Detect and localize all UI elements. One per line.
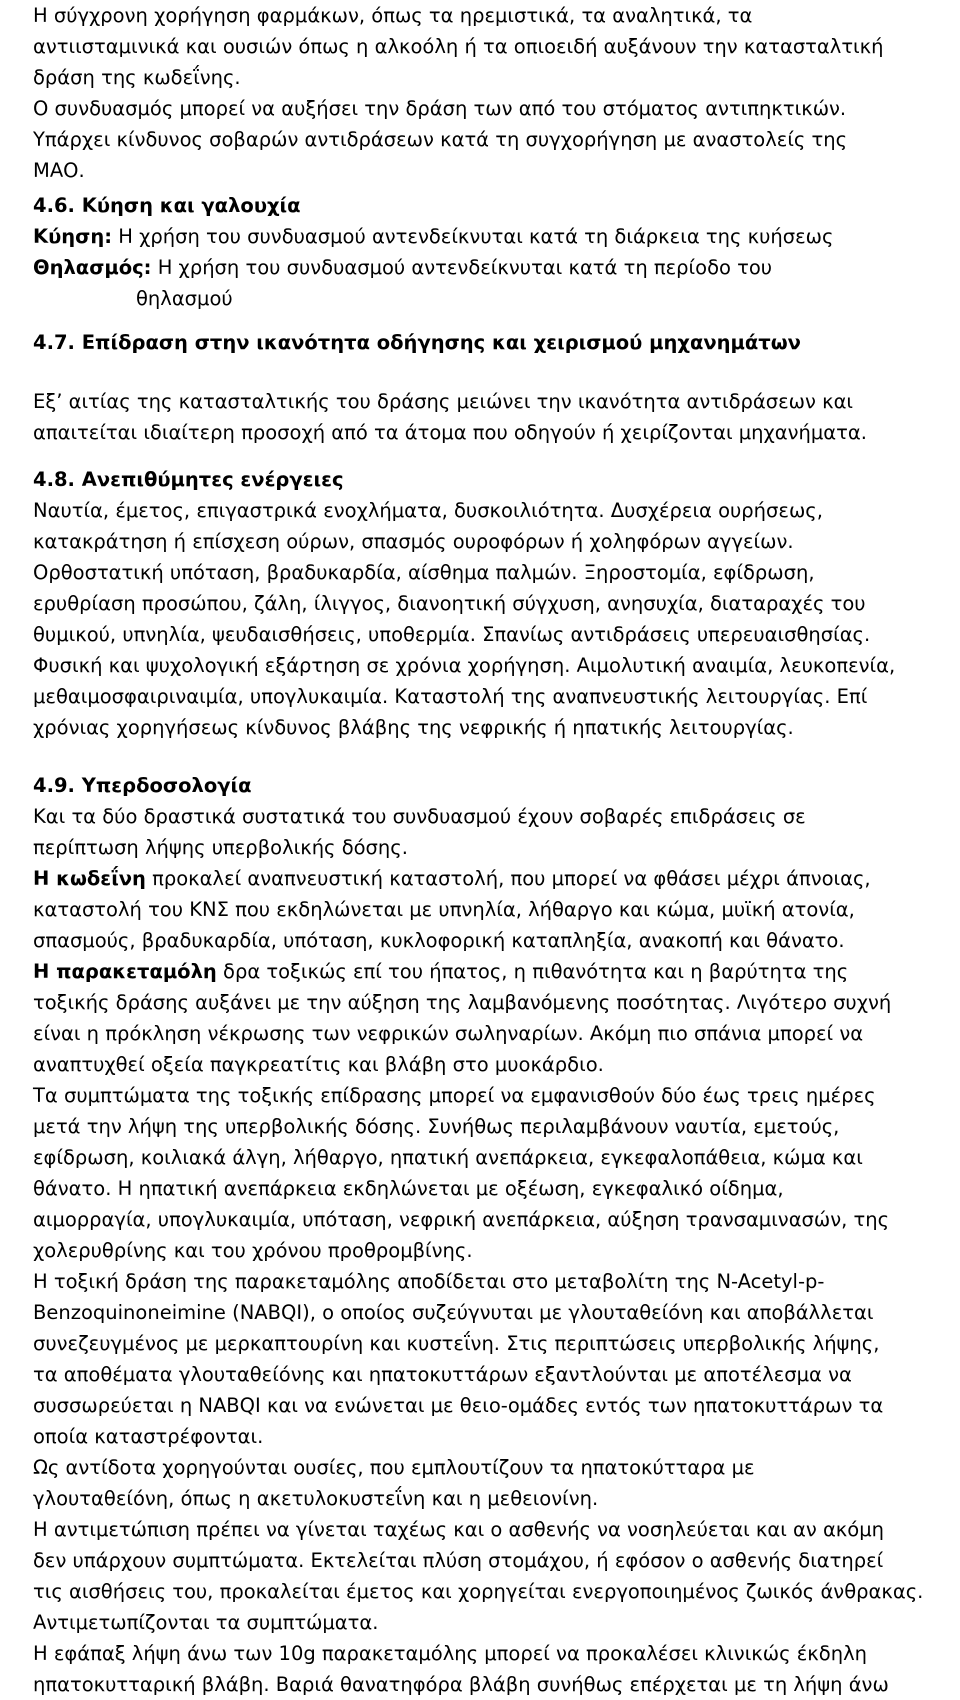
text-line: Φυσική και ψυχολογική εξάρτηση σε χρόνια χορήγηση. Αιμολυτική αναιμία, λευκοπενία,	[33, 654, 896, 677]
codeine-line	[33, 863, 948, 894]
text-line: Εξ’ αιτίας της κατασταλτικής του δράσης μειώνει την ικανότητα αντιδράσεων και	[33, 390, 854, 413]
text-line: αναπτυχθεί οξεία παγκρεατίτις και βλάβη στο μυοκάρδιο.	[33, 1053, 604, 1076]
text-line: γλουταθείόνη, όπως η ακετυλοκυστεΐνη και η μεθειονίνη.	[33, 1487, 599, 1510]
text-line: αντιισταμινικά και ουσιών όπως η αλκοόλη ή τα οπιοειδή αυξάνουν την κατασταλτική	[33, 35, 884, 58]
pregnancy-line	[33, 221, 948, 252]
lactation-text: Η χρήση του συνδυασμού αντενδείκνυται κατά τη περίοδο του	[151, 256, 773, 279]
text-line: εφίδρωση, κοιλιακά άλγη, λήθαργο, ηπατική ανεπάρκεια, εγκεφαλοπάθεια, κώμα και	[33, 1146, 863, 1169]
pregnancy-label: Κύηση:	[33, 225, 113, 248]
text-line: Και τα δύο δραστικά συστατικά του συνδυασμού έχουν σοβαρές επιδράσεις σε	[33, 805, 806, 828]
text-line: τα αποθέματα γλουταθείόνης και ηπατοκυττάρων εξαντλούνται με αποτέλεσμα να	[33, 1363, 852, 1386]
text-line: σπασμούς, βραδυκαρδία, υπόταση, κυκλοφορική καταπληξία, ανακοπή και θάνατο.	[33, 929, 845, 952]
text-line: Η εφάπαξ λήψη άνω των 10g παρακεταμόλης μπορεί να προκαλέσει κλινικώς έκδηλη	[33, 1642, 867, 1665]
codeine-text: προκαλεί αναπνευστική καταστολή, που μπορεί να φθάσει μέχρι άπνοιας,	[145, 867, 871, 890]
text-line: Ο συνδυασμός μπορεί να αυξήσει την δράση των από του στόματος αντιπηκτικών.	[33, 97, 847, 120]
text-line: Τα συμπτώματα της τοξικής επίδρασης μπορεί να εμφανισθούν δύο έως τρεις ημέρες	[33, 1084, 876, 1107]
text-line: οποία καταστρέφονται.	[33, 1425, 264, 1448]
lactation-label: Θηλασμός:	[33, 256, 152, 279]
text-line: ηπατοκυτταρική βλάβη. Βαριά θανατηφόρα βλάβη συνήθως επέρχεται με τη λήψη άνω	[33, 1673, 889, 1696]
text-line: ΜΑΟ.	[33, 159, 85, 182]
text-line: απαιτείται ιδιαίτερη προσοχή από τα άτομα που οδηγούν ή χειρίζονται μηχανήματα.	[33, 421, 867, 444]
text-line: θυμικού, υπνηλία, ψευδαισθήσεις, υποθερμία. Σπανίως αντιδράσεις υπερευαισθησίας.	[33, 623, 871, 646]
text-line: θάνατο. Η ηπατική ανεπάρκεια εκδηλώνεται με οξέωση, εγκεφαλικό οίδημα,	[33, 1177, 784, 1200]
text-line: μεθαιμοσφαιριναιμία, υπογλυκαιμία. Καταστολή της αναπνευστικής λειτουργίας. Επί	[33, 685, 868, 708]
text-line: χολερυθρίνης και του χρόνου προθρομβίνης.	[33, 1239, 473, 1262]
text-line: Η τοξική δράση της παρακεταμόλης αποδίδεται στο μεταβολίτη της N-Acetyl-p-	[33, 1270, 825, 1293]
text-line: είναι η πρόκληση νέκρωσης των νεφρικών σωληναρίων. Ακόμη πιο σπάνια μπορεί να	[33, 1022, 864, 1045]
text-line: Η σύγχρονη χορήγηση φαρμάκων, όπως τα ηρεμιστικά, τα αναλητικά, τα	[33, 4, 753, 27]
text-line: τοξικής δράσης αυξάνει με την αύξηση της λαμβανόμενης ποσότητας. Λιγότερο συχνή	[33, 991, 892, 1014]
text-line: περίπτωση λήψης υπερβολικής δόσης.	[33, 836, 408, 859]
text-line: καταστολή του ΚΝΣ που εκδηλώνεται με υπνηλία, λήθαργο και κώμα, μυϊκή ατονία,	[33, 898, 855, 921]
text-line: Ως αντίδοτα χορηγούνται ουσίες, που εμπλουτίζουν τα ηπατοκύτταρα με	[33, 1456, 755, 1479]
paracetamol-label: Η παρακεταμόλη	[33, 960, 217, 983]
text-line: ερυθρίαση προσώπου, ζάλη, ίλιγγος, διανοητική σύγχυση, ανησυχία, διαταραχές του	[33, 592, 866, 615]
lactation-continuation: θηλασμού	[136, 287, 233, 310]
text-line: Ορθοστατική υπόταση, βραδυκαρδία, αίσθημα παλμών. Ξηροστομία, εφίδρωση,	[33, 561, 815, 584]
text-line: Benzoquinoneimine (NABQI), ο οποίος συζεύγνυται με γλουταθείόνη και αποβάλλεται	[33, 1301, 874, 1324]
text-line: συνεζευγμένος με μερκαπτουρίνη και κυστεΐνη. Στις περιπτώσεις υπερβολικής λήψης,	[33, 1332, 880, 1355]
section-4-9	[33, 770, 948, 1700]
text-line: δεν υπάρχουν συμπτώματα. Εκτελείται πλύση στομάχου, ή εφόσον ο ασθενής διατηρεί	[33, 1549, 884, 1572]
paracetamol-text: δρα τοξικώς επί του ήπατος, η πιθανότητα και η βαρύτητα της	[216, 960, 849, 983]
codeine-label: Η κωδεΐνη	[33, 867, 146, 890]
section-heading: 4.9. Υπερδοσολογία	[33, 774, 252, 797]
lactation-line	[33, 252, 948, 283]
text-line: μετά την λήψη της υπερβολικής δόσης. Συνήθως περιλαμβάνουν ναυτία, εμετούς,	[33, 1115, 840, 1138]
section-heading: 4.6. Κύηση και γαλουχία	[33, 194, 301, 217]
text-line: δράση της κωδεΐνης.	[33, 66, 241, 89]
text-line: αιμορραγία, υπογλυκαιμία, υπόταση, νεφρική ανεπάρκεια, αύξηση τρανσαμινασών, της	[33, 1208, 890, 1231]
text-line: Η αντιμετώπιση πρέπει να γίνεται ταχέως και ο ασθενής να νοσηλεύεται και αν ακόμη	[33, 1518, 884, 1541]
section-heading: 4.8. Ανεπιθύμητες ενέργειες	[33, 468, 344, 491]
text-line: συσσωρεύεται η NABQI και να ενώνεται με θειο-ομάδες εντός των ηπατοκυττάρων τα	[33, 1394, 884, 1417]
text-line: Ναυτία, έμετος, επιγαστρικά ενοχλήματα, δυσκοιλιότητα. Δυσχέρεια ουρήσεως,	[33, 499, 823, 522]
section-4-7	[33, 327, 948, 358]
text-line: τις αισθήσεις του, προκαλείται έμετος και χορηγείται ενεργοποιημένος ζωικός άνθρακας.	[33, 1580, 924, 1603]
section-heading: 4.7. Επίδραση στην ικανότητα οδήγησης και χειρισμού μηχανημάτων	[33, 331, 801, 354]
text-line: κατακράτηση ή επίσχεση ούρων, σπασμός ουροφόρων ή χοληφόρων αγγείων.	[33, 530, 794, 553]
section-4-7-body	[33, 386, 948, 448]
interactions-paragraph	[33, 0, 948, 186]
text-line: χρόνιας χορηγήσεως κίνδυνος βλάβης της νεφρικής ή ηπατικής λειτουργίας.	[33, 716, 794, 739]
pregnancy-text: Η χρήση του συνδυασμού αντενδείκνυται κατά τη διάρκεια της κυήσεως	[112, 225, 834, 248]
section-4-6	[33, 190, 948, 314]
section-4-8	[33, 464, 948, 743]
paracetamol-line	[33, 956, 948, 987]
text-line: Υπάρχει κίνδυνος σοβαρών αντιδράσεων κατά τη συγχορήγηση με αναστολείς της	[33, 128, 848, 151]
text-line: Αντιμετωπίζονται τα συμπτώματα.	[33, 1611, 379, 1634]
